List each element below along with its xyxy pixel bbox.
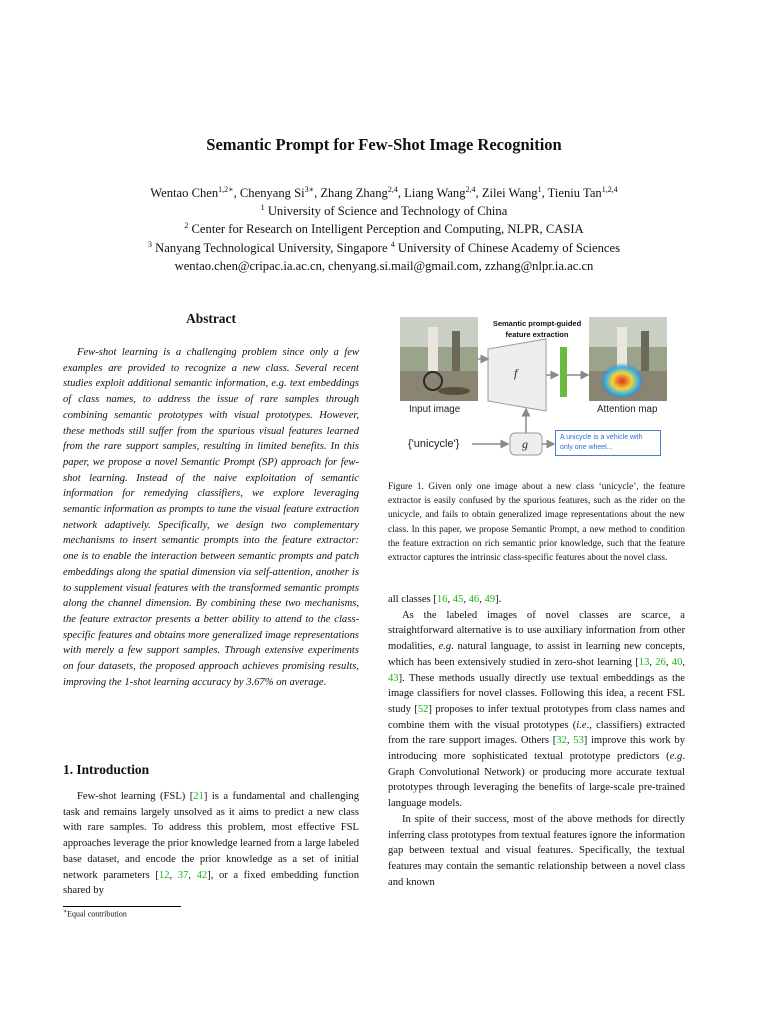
paragraph-information-gap: In spite of their success, most of the above methods for directly inferring class prototypes from textual features ignore the information gap between textual and visual features. Specifically, the textual features may contain the semantic relationship between a novel class and known — [388, 813, 685, 888]
author-name: Zilei Wang — [481, 186, 538, 200]
input-image — [400, 317, 478, 401]
citation-link[interactable]: 13 — [638, 656, 650, 668]
citation-link[interactable]: 26 — [655, 656, 666, 668]
citation-link[interactable]: 45 — [452, 594, 464, 605]
affiliation-1: $^1$ University of Science and Technology of China — [260, 203, 508, 219]
attention-map-label: Attention map — [597, 404, 658, 415]
figure-caption: Figure 1. Given only one image about a new class ‘unicycle’, the feature extractor is easily confused by the spurious features, such as the rider on the unicycle, and fails to obtain generalized image representations about the new class. In this paper, we propose Semantic Prompt, a new method to condition the feature extraction on rich semantic prior knowledge, such that the feature extractor captures the intrinsic class-specific features about the novel class. — [388, 482, 685, 564]
feature-vector — [560, 347, 567, 397]
abstract-text: Few-shot learning is a challenging problem since only a few examples are provided to recognize a new class. Several recent studies exploit additional semantic information, e.g. text embeddings of class names, to address the issue of rare samples through combining semantic prototypes with visual prototypes. However, these methods still suffer from the spurious visual features learned from the rare support samples, resulting in limited benefits. In this paper, we propose a novel Semantic Prompt (SP) approach for few-shot learning. Instead of the naive exploitation of semantic information for remedying classifiers, we explore leveraging semantic information as prompts to tune the visual feature extraction network adaptively. Specifically, we design two complementary mechanisms to insert semantic prompts into the feature extractor: one is to enable the interaction between semantic prompts and patch embeddings along the spatial dimension via self-attention, another is to supplement visual features with the transformed semantic prompts along the channel dimension. By combining these two mechanisms, the feature extractor presents a better ability to attend to the class-specific features and obtains more generalized image representations with merely a few support samples. Through extensive experiments on four datasets, the proposed approach achieves promising results, improving the 1-shot learning accuracy by 3.67% on average. — [63, 347, 359, 688]
author-list: Wentao Chen$^{1,2∗}$, Chenyang $Si^{3∗}$, Zhang Zhang$^{2,4}$, Liang Wang$^{2,4}$, Zilei Wang$^1$, Tieniu Tan$^{1,2,4}$ — [150, 184, 618, 200]
f-label: f — [514, 366, 518, 380]
citation-link[interactable]: 43 — [388, 672, 399, 684]
footnote: ∗Equal contribution — [63, 909, 127, 919]
citation-link[interactable]: 37 — [177, 869, 189, 881]
continued-paragraph: all classes [16, 45, 46, 49]. — [388, 594, 502, 605]
author-name: Chenyang Si — [239, 186, 305, 200]
figure-header: Semantic prompt-guided feature extraction — [492, 319, 582, 339]
paragraph-auxiliary-information: As the labeled images of novel classes are scarce, a straightforward alternative is to use auxiliary information from other modalities, e.g. natural language, to assist in learning new concepts, which has been extensively studied in zero-shot learning [13, 26, 40, 43]. These methods usually directly use textual embeddings as the image classifiers for novel classes. Following this idea, a recent FSL study [52] proposes to infer textual prototypes from class names and combine them with the visual prototypes (i.e., classifiers) extracted from the rare support images. Others [32, 53] improve this work by introducing more sophisticated textual prototype predictors (e.g. Graph Convolutional Network) or producing more accurate textual prototypes through leveraging the benefits of large-scale pre-trained language models. — [388, 609, 686, 810]
intro-paragraph: Few-shot learning (FSL) [21] is a fundamental and challenging task and remains largely unsolved as it aims to predict a new class with rare samples. To address this problem, most effective FSL approaches leverage the prior knowledge learned from a large labeled base dataset, and encode the prior knowledge as a set of initial network parameters [12, 37, 42], or a fixed embedding function shared by — [63, 791, 360, 897]
class-description-box: A unicycle is a vehicle with only one wheel... — [555, 430, 661, 456]
abstract-body — [63, 345, 359, 690]
citation-link[interactable]: 46 — [468, 594, 480, 605]
author-name: Liang Wang — [404, 186, 466, 200]
author-name: Wentao Chen — [150, 186, 219, 200]
citation-link[interactable]: 21 — [193, 791, 204, 802]
citation-link[interactable]: 12 — [158, 869, 170, 881]
author-name: Tieniu Tan — [547, 186, 602, 200]
citation-link[interactable]: 53 — [573, 735, 584, 747]
text-input-label: {'unicycle'} — [408, 438, 460, 450]
paper-title: Semantic Prompt for Few-Shot Image Recognition — [206, 135, 562, 154]
figure-1 — [392, 311, 686, 471]
citation-link[interactable]: 40 — [671, 656, 683, 668]
affiliation-2: $^2$ Center for Research on Intelligent Perception and Computing, NLPR, CASIA — [184, 221, 584, 237]
introduction-body — [63, 789, 359, 899]
author-emails: wentao.chen@cripac.ia.ac.cn, chenyang.si.mail@gmail.com, zzhang@nlpr.ia.ac.cn — [174, 258, 594, 273]
g-label: g — [522, 437, 528, 451]
section-heading-introduction: 1. Introduction — [63, 762, 150, 777]
abstract-heading: Abstract — [186, 311, 236, 326]
author-name: Zhang Zhang — [320, 186, 388, 200]
citation-link[interactable]: 42 — [196, 869, 208, 881]
footnote-rule — [63, 906, 181, 907]
input-image-label: Input image — [409, 404, 461, 415]
right-column-body — [388, 592, 685, 890]
affiliation-3-4: $^3$ Nanyang Technological University, Singapore $^4$ University of Chinese Academy of Sciences — [148, 239, 620, 255]
citation-link[interactable]: 32 — [556, 735, 567, 747]
citation-link[interactable]: 52 — [417, 703, 429, 715]
citation-link[interactable]: 49 — [484, 594, 496, 605]
author-block — [0, 184, 768, 275]
citation-link[interactable]: 16 — [436, 594, 448, 605]
